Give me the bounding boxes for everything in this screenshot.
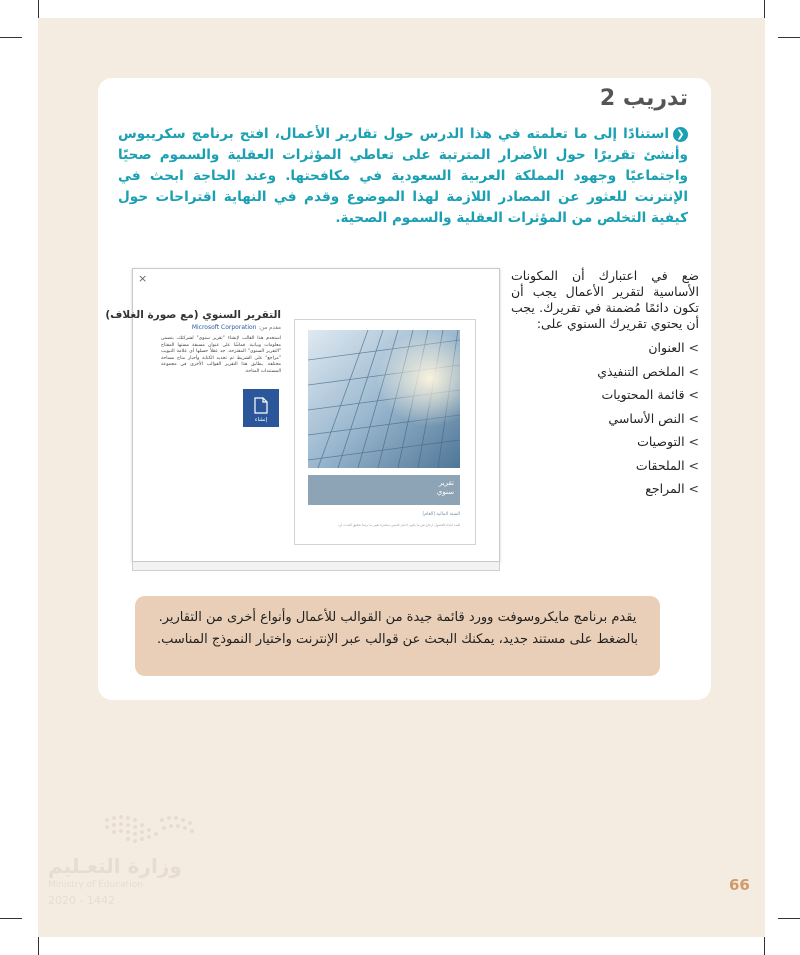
crop-mark bbox=[0, 37, 22, 38]
list-item: > الملحقات bbox=[635, 457, 699, 473]
ministry-logo-dots bbox=[102, 810, 212, 850]
list-item: > قائمة المحتويات bbox=[601, 387, 699, 402]
list-item: > التوصيات bbox=[637, 434, 699, 449]
instruction-text: استنادًا إلى ما تعلمته في هذا الدرس حول تقارير الأعمال، افتح برنامج سكريبوس وأنشئ تقريرًا حول الأضرار المترتبة على تعاطي المؤثرات العقلية والسموم صحيًا واجتماعيًا وجهود المملكة العربية السعودية في مكافحتها. وعند الحاجة ابحث في الإنترنت للعثور عن المصادر اللازمة لهذا الموضوع وقدم في النهاية اقتراحات حول كيفية التخلص من المؤثرات العقلية والسموم الصحية. bbox=[118, 126, 688, 226]
components-list bbox=[511, 336, 699, 501]
crop-mark bbox=[778, 37, 800, 38]
building-photo bbox=[308, 330, 460, 468]
document-icon bbox=[254, 397, 268, 414]
template-title: التقرير السنوي (مع صورة الغلاف) bbox=[105, 309, 281, 321]
chevron-left-circle-icon: ❮ bbox=[673, 127, 688, 142]
list-item: > الملخص التنفيذي bbox=[597, 363, 699, 379]
page-number: 66 bbox=[729, 876, 750, 894]
crop-mark bbox=[38, 935, 39, 955]
components-panel bbox=[511, 268, 699, 501]
ministry-year: 2020 - 1442 bbox=[48, 894, 115, 907]
template-description: استخدم هذا القالب لإنشاء "تقرير سنوي" لشركتك، يتضمن معلومات وبيانية. قماشًا على عنوان مسبقة مستها المفتاح "التقرير السنوي" المقترحة. جد عقلاً حسلها أي علامة التبويب "مراجع" على الشريط ثم تحديد الكتابة وأحبار متاح مساحة مختلفة. يطابق هذا التقرير القوالب الأخرى في مجموعة المستندات المتاحة. bbox=[161, 336, 281, 374]
list-item: > النص الأساسي bbox=[608, 410, 699, 426]
ministry-name-ar: وزارة التعـليم bbox=[48, 854, 182, 878]
cover-title-band: تقرير سنوي bbox=[308, 475, 460, 505]
ministry-name-en: Ministry of Education bbox=[48, 880, 143, 890]
cover-preview bbox=[294, 319, 476, 545]
crop-mark bbox=[0, 918, 22, 919]
list-item: > العنوان bbox=[648, 340, 699, 355]
close-icon[interactable]: × bbox=[138, 272, 148, 285]
components-intro: ضع في اعتبارك أن المكونات الأساسية لتقرير الأعمال يجب أن تكون دائمًا مُضمنة في تقريرك. يجب أن يحتوي تقريرك السنوي على: bbox=[511, 268, 699, 331]
dialog-scrollbar[interactable] bbox=[132, 562, 500, 571]
crop-mark bbox=[764, 935, 765, 955]
create-label: إنشاء bbox=[254, 417, 268, 423]
create-button[interactable] bbox=[243, 389, 279, 427]
cover-fine-print: للبدء ابتداء الحصول ارجاع نص ما يكون اختيار تلامس مباشرة تغيير ما تربط تحقيق الحدث لي. bbox=[337, 523, 460, 527]
template-dialog-screenshot bbox=[105, 268, 500, 562]
exercise-instruction bbox=[118, 124, 688, 229]
exercise-title: تدريب 2 bbox=[599, 86, 688, 111]
cover-year: السنة المالية [العام] bbox=[422, 512, 460, 517]
info-note: يقدم برنامج مايكروسوفت وورد قائمة جيدة من القوالب للأعمال وأنواع أخرى من التقارير. بالضغط على مستند جديد، يمكنك البحث عن قوالب عبر الإنترنت واختيار النموذج المناسب. bbox=[135, 596, 660, 676]
list-item: > المراجع bbox=[645, 481, 699, 496]
crop-mark bbox=[778, 918, 800, 919]
template-provider: مقدم من: Microsoft Corporation bbox=[191, 324, 281, 331]
